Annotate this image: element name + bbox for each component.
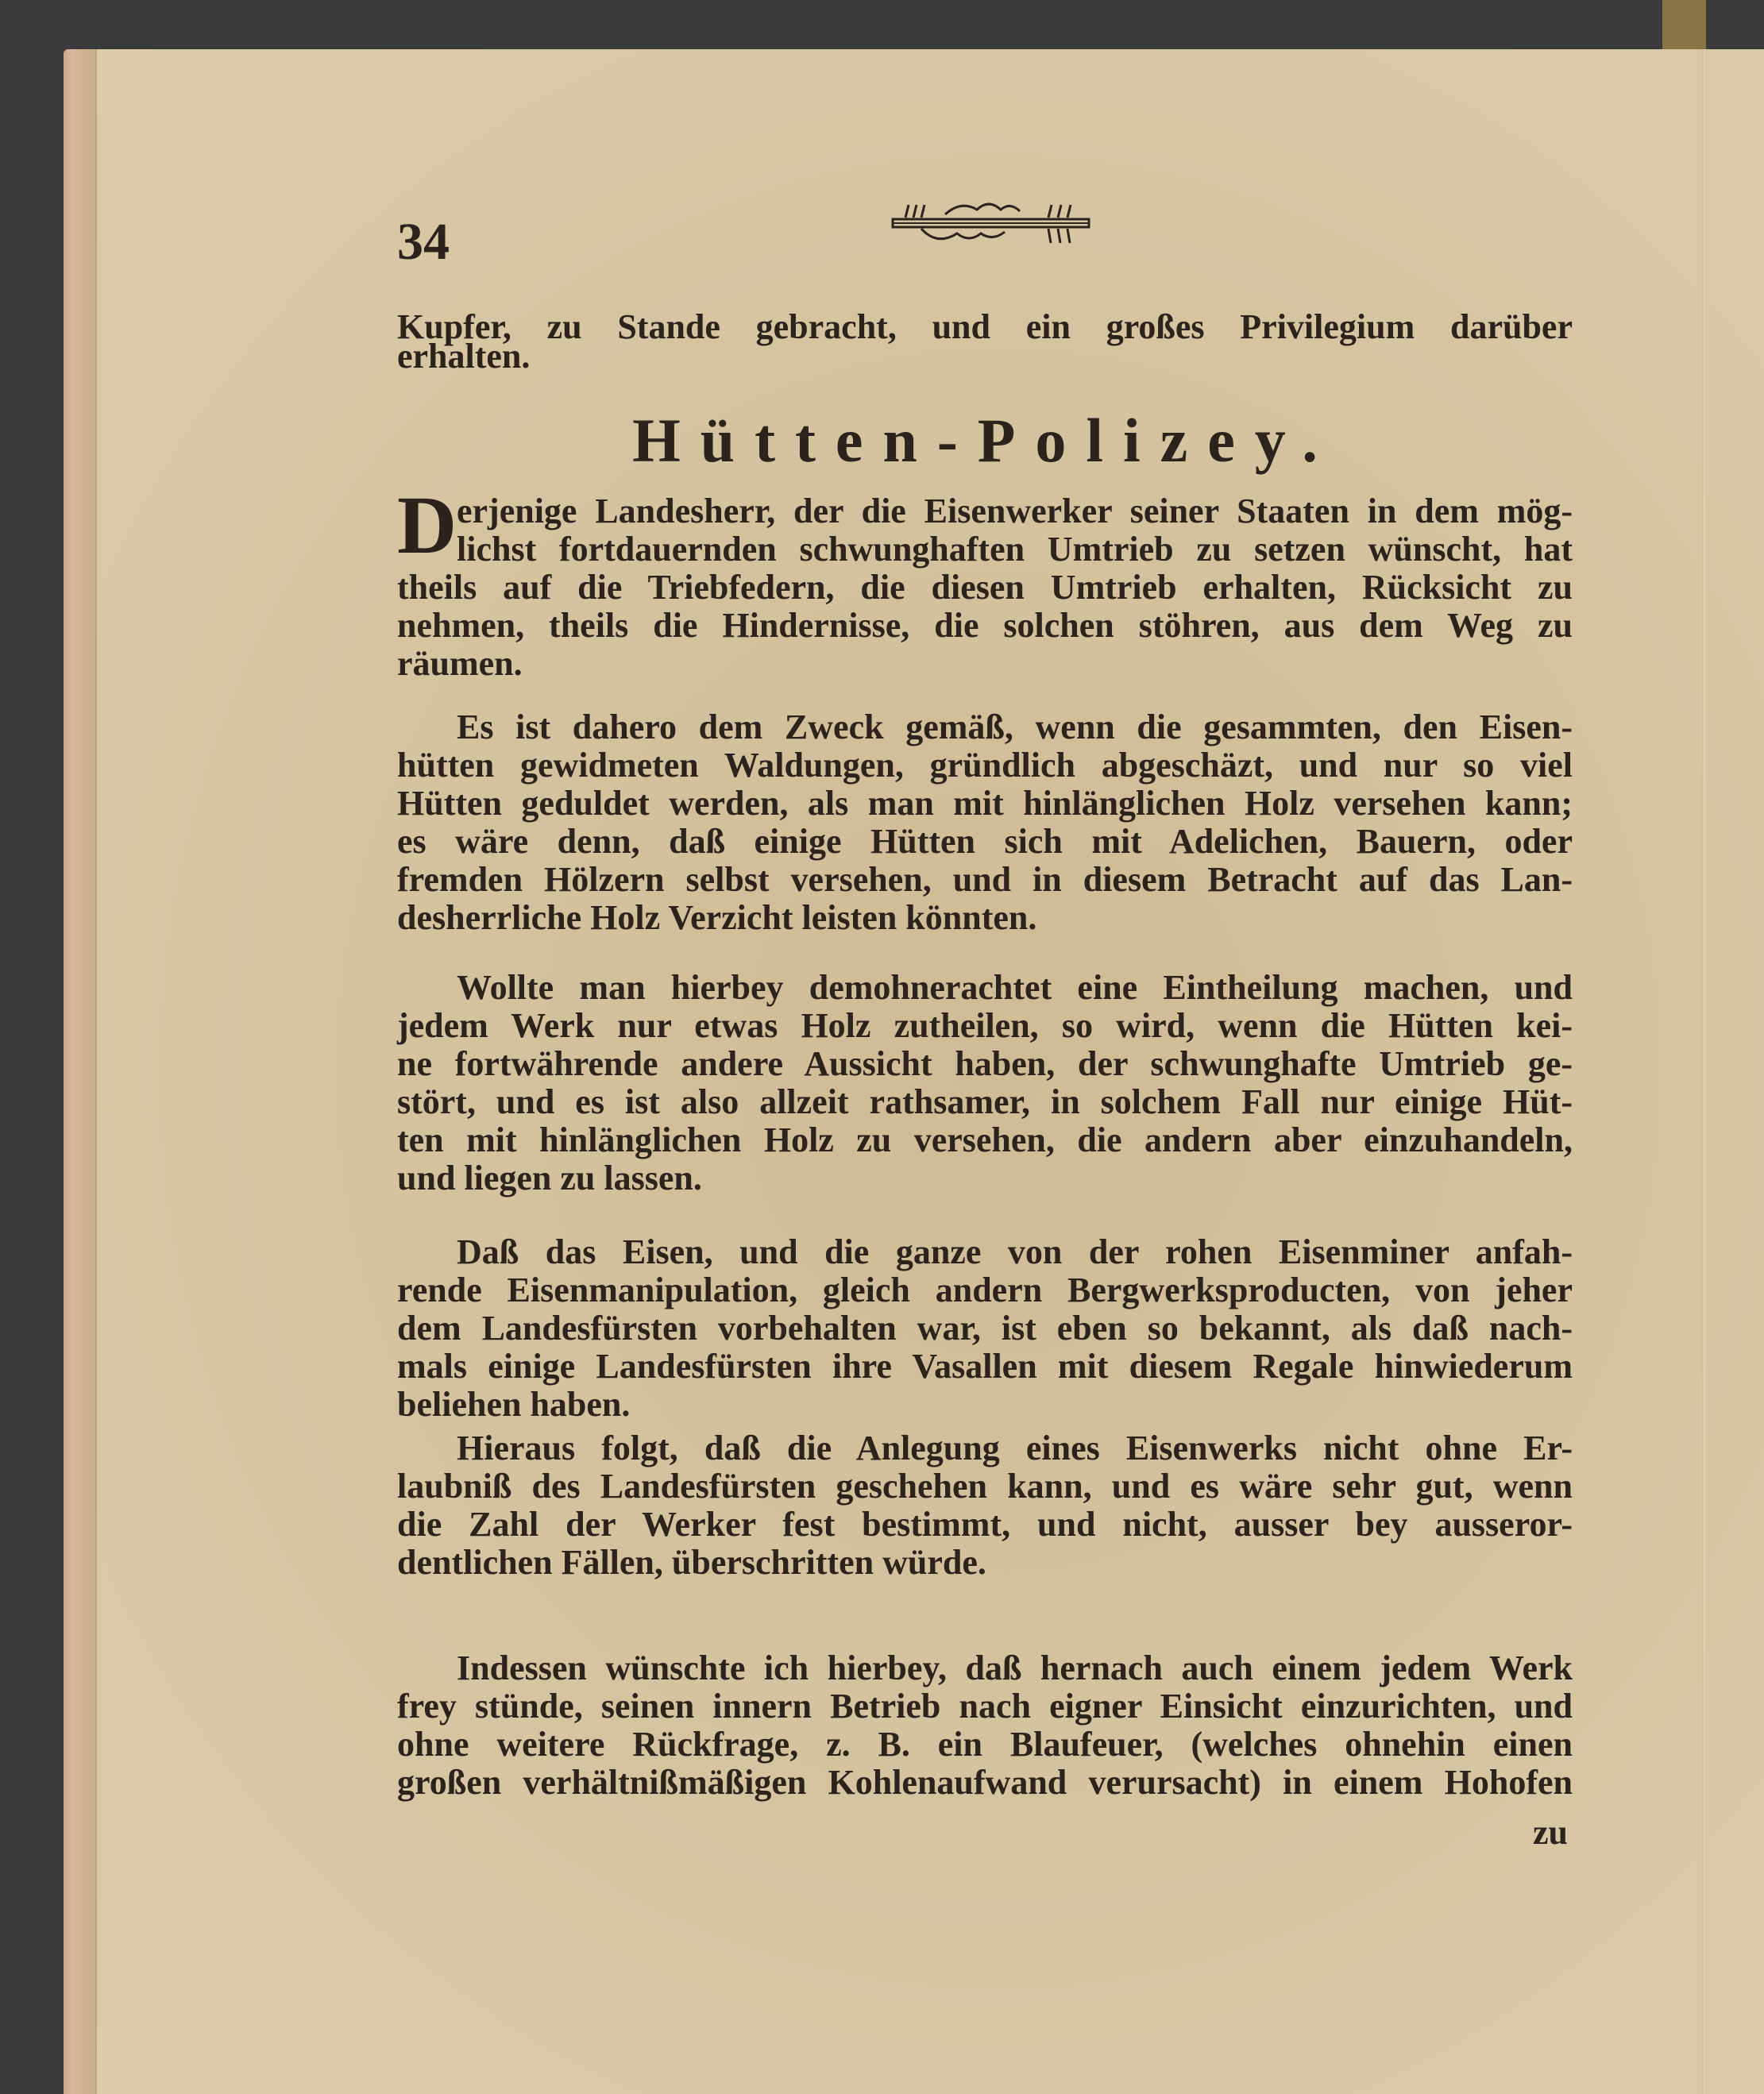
paragraph-line: und liegen zu lassen. <box>397 1159 702 1197</box>
paragraph-line: dentlichen Fällen, überschritten würde. <box>397 1543 986 1582</box>
page-edges <box>64 49 97 2094</box>
paragraph-line: stört, und es ist also allzeit rathsamer, in solchem Fall nur einige Hüt- <box>397 1082 1573 1121</box>
paragraph-line: theils auf die Triebfedern, die diesen Umtrieb erhalten, Rücksicht zu <box>397 568 1573 607</box>
paragraph-line: erjenige Landesherr, der die Eisenwerker seiner Staaten in dem mög- <box>457 492 1573 530</box>
paragraph-line: jedem Werk nur etwas Holz zutheilen, so wird, wenn die Hütten kei- <box>397 1006 1573 1045</box>
paragraph-line: Hütten geduldet werden, als man mit hinlänglichen Holz versehen kann; <box>397 784 1573 823</box>
paragraph-line: ne fortwährende andere Aussicht haben, der schwunghafte Umtrieb ge- <box>397 1044 1573 1083</box>
paragraph-line: Wollte man hierbey demohnerachtet eine Eintheilung machen, und <box>457 968 1573 1007</box>
paragraph-line: Indessen wünschte ich hierbey, daß hernach auch einem jedem Werk <box>457 1649 1573 1687</box>
paragraph-line: Daß das Eisen, und die ganze von der rohen Eisenminer anfah- <box>457 1232 1573 1271</box>
paragraph-line: hütten gewidmeten Waldungen, gründlich abgeschäzt, und nur so viel <box>397 746 1573 785</box>
page-number: 34 <box>397 213 450 271</box>
bookmark-tab <box>1662 0 1706 49</box>
paragraph-line: nehmen, theils die Hindernisse, die solchen stöhren, aus dem Weg zu <box>397 606 1573 645</box>
paragraph-line: mals einige Landesfürsten ihre Vasallen mit diesem Regale hinwiederum <box>397 1347 1573 1386</box>
paragraph-line: es wäre denn, daß einige Hütten sich mit Adelichen, Bauern, oder <box>397 822 1573 861</box>
paragraph-line: frey stünde, seinen innern Betrieb nach eigner Einsicht einzurichten, und <box>397 1687 1573 1726</box>
paragraph-line: rende Eisenmanipulation, gleich andern Bergwerksproducten, von jeher <box>397 1271 1573 1309</box>
paragraph-line: räumen. <box>397 644 523 683</box>
paragraph-line: Es ist dahero dem Zweck gemäß, wenn die gesammten, den Eisen- <box>457 708 1573 746</box>
paragraph-line: großen verhältnißmäßigen Kohlenaufwand verursacht) in einem Hohofen <box>397 1763 1573 1802</box>
page-fold <box>1702 49 1707 2094</box>
catchword: zu <box>1533 1813 1568 1852</box>
paragraph-line: laubniß des Landesfürsten geschehen kann, und es wäre sehr gut, wenn <box>397 1467 1573 1506</box>
paragraph-line: fremden Hölzern selbst versehen, und in diesem Betracht auf das Lan- <box>397 860 1573 899</box>
paragraph-line: beliehen haben. <box>397 1385 631 1424</box>
continuation-line: erhalten. <box>397 337 531 376</box>
paragraph-line: dem Landesfürsten vorbehalten war, ist eben so bekannt, als daß nach- <box>397 1309 1573 1348</box>
paragraph-line: ten mit hinlänglichen Holz zu versehen, die andern aber einzuhandeln, <box>397 1120 1573 1159</box>
section-heading: Hütten-Polizey. <box>632 406 1337 475</box>
continuation-line: Kupfer, zu Stande gebracht, und ein großes Privilegium darüber <box>397 307 1573 346</box>
paragraph-line: lichst fortdauernden schwunghaften Umtrieb zu setzen wünscht, hat <box>457 530 1573 569</box>
drop-cap: D <box>397 480 457 571</box>
paragraph-line: desherrliche Holz Verzicht leisten könnten. <box>397 898 1037 937</box>
paragraph-line: die Zahl der Werker fest bestimmt, und nicht, ausser bey ausseror- <box>397 1505 1573 1544</box>
ornament-icon <box>890 197 1092 251</box>
paragraph-line: Hieraus folgt, daß die Anlegung eines Eisenwerks nicht ohne Er- <box>457 1429 1573 1467</box>
paragraph-line: ohne weitere Rückfrage, z. B. ein Blaufeuer, (welches ohnehin einen <box>397 1725 1573 1764</box>
